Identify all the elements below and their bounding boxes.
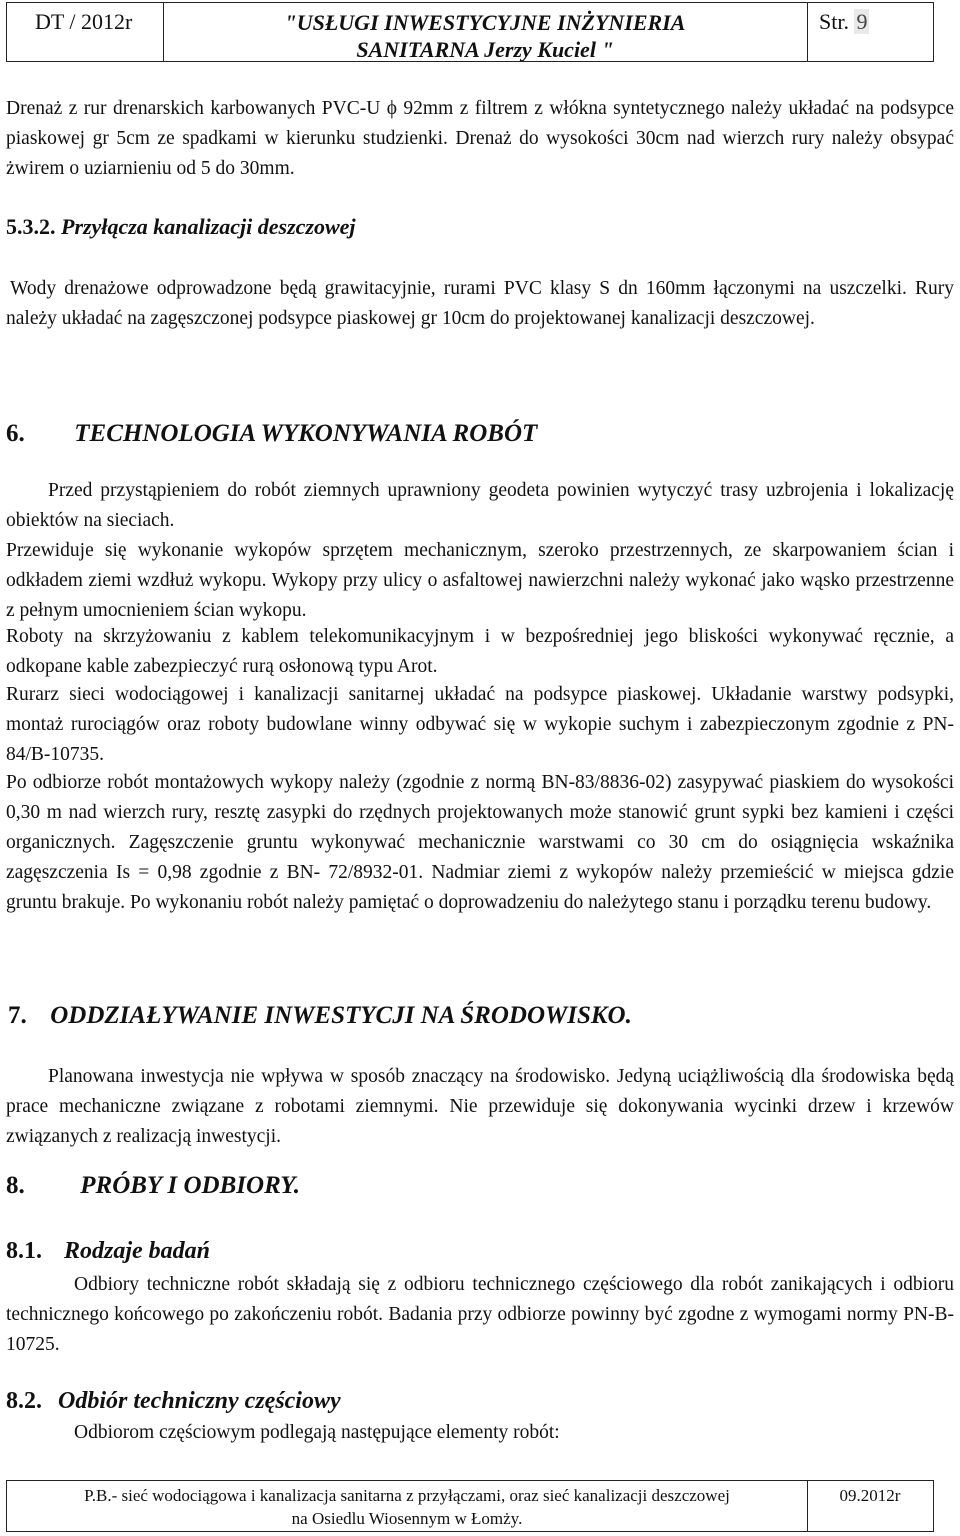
footer-project-line1: P.B.- sieć wodociągowa i kanalizacja sanitarna z przyłączami, oraz sieć kanalizacji deszczowej (84, 1486, 730, 1505)
paragraph-rainwater-connections: Wody drenażowe odprowadzone będą grawitacyjnie, rurami PVC klasy S dn 160mm łączonymi na uszczelki. Rury należy układać na zagęszczonej podsypce piaskowej gr 10cm do projektowanej kanalizacji deszczowej. (6, 278, 954, 329)
section-number: 5.3.2. (6, 214, 56, 239)
section-number: 6. (6, 420, 25, 447)
header-docid-cell (7, 3, 164, 61)
section-heading-6 (6, 420, 537, 448)
header-company-cell (163, 3, 808, 61)
header-page-number: 9 (856, 9, 868, 34)
paragraph-drainage: Drenaż z rur drenarskich karbowanych PVC-U ϕ 92mm z filtrem z włókna syntetycznego należy układać na podsypce piaskowej gr 5cm ze spadkami w kierunku studzienki. Drenaż do wysokości 30cm nad wierzch rury należy obsypać żwirem o uziarnieniu od 5 do 30mm. (6, 98, 954, 179)
header-page (819, 9, 869, 35)
paragraph-test-types: Odbiory techniczne robót składają się z odbioru technicznego częściowego dla robót zanikających i odbioru technicznego końcowego po zakończeniu robót. Badania przy odbiorze powinny być zgodne z wymogami normy PN-B-10725. (6, 1274, 954, 1355)
section-title: Odbiór techniczny częściowy (58, 1388, 341, 1414)
section-number: 8.2. (6, 1388, 42, 1414)
section-title: TECHNOLOGIA WYKONYWANIA ROBÓT (74, 420, 538, 447)
header-page-cell (807, 3, 933, 61)
paragraph-tech-survey: Przed przystąpieniem do robót ziemnych uprawniony geodeta powinien wytyczyć trasy uzbrojenia i lokalizację obiektów na sieciach. (6, 480, 954, 531)
paragraph-tech-excavation: Przewiduje się wykonanie wykopów sprzętem mechanicznym, szeroko przestrzennych, ze skarpowaniem ścian i odkładem ziemi wzdłuż wykopu. Wykopy przy ulicy o asfaltowej nawierzchni należy wykonać jako wąsko przestrzenne z pełnym umocnieniem ścian wykopu. (6, 540, 954, 621)
footer-project (7, 1481, 808, 1531)
section-heading-8 (6, 1172, 300, 1200)
paragraph-environment: Planowana inwestycja nie wpływa w sposób znaczący na środowisko. Jedyną uciążliwością dla środowiska będą prace mechaniczne związane z robotami ziemnymi. Nie przewiduje się dokonywania wycinki drzew i krzewów związanych z realizacją inwestycji. (6, 1066, 954, 1147)
section-number: 7. (8, 1002, 27, 1029)
section-heading-5-3-2 (6, 214, 356, 240)
header-company-line2: SANITARNA Jerzy Kuciel " (356, 37, 614, 62)
section-title: ODDZIAŁYWANIE INWESTYCJI NA ŚRODOWISKO. (50, 1002, 632, 1029)
header-page-label: Str. (819, 9, 849, 34)
section-heading-7 (8, 1002, 632, 1030)
page-footer (6, 1480, 934, 1532)
section-number: 8. (6, 1172, 25, 1199)
footer-date: 09.2012r (839, 1486, 901, 1505)
header-company-line1: "USŁUGI INWESTYCYJNE INŻYNIERIA (284, 10, 686, 35)
footer-project-line2: na Osiedlu Wiosennym w Łomży. (291, 1509, 523, 1528)
paragraph-tech-bedding: Rurarz sieci wodociągowej i kanalizacji sanitarnej układać na podsypce piaskowej. Układanie warstwy podsypki, montaż rurociągów oraz roboty budowlane winny odbywać się w wykopie suchym i zabezpieczonym zgodnie z PN-84/B-10735. (6, 684, 954, 765)
header-company (163, 9, 807, 63)
section-title: PRÓBY I ODBIORY. (80, 1172, 300, 1199)
section-heading-8-2 (6, 1388, 341, 1415)
paragraph-partial-acceptance: Odbiorom częściowym podlegają następujące elementy robót: (74, 1422, 560, 1443)
section-title: Przyłącza kanalizacji deszczowej (61, 214, 356, 239)
page-header (6, 2, 934, 62)
section-title: Rodzaje badań (64, 1238, 211, 1264)
section-heading-8-1 (6, 1238, 210, 1265)
paragraph-tech-cables: Roboty na skrzyżowaniu z kablem telekomunikacyjnym i w bezpośredniej jego bliskości wykonywać ręcznie, a odkopane kable zabezpieczyć rurą osłonową typu Arot. (6, 626, 954, 677)
paragraph-tech-backfill: Po odbiorze robót montażowych wykopy należy (zgodnie z normą BN-83/8836-02) zasypywać piaskiem do wysokości 0,30 m nad wierzch rury, resztę zasypki do rzędnych projektowanych może stanowić grunt sypki bez kamieni i części organicznych. Zagęszczenie gruntu wykonywać mechanicznie warstwami co 30 cm do osiągnięcia wskaźnika zagęszczenia Is = 0,98 zgodnie z BN- 72/8932-01. Nadmiar ziemi z wykopów należy przemieścić w miejsca gdzie gruntu brakuje. Po wykonaniu robót należy pamiętać o doprowadzeniu do należytego stanu i porządku terenu budowy. (6, 772, 954, 913)
section-number: 8.1. (6, 1238, 42, 1264)
header-doc-id: DT / 2012r (35, 9, 133, 34)
